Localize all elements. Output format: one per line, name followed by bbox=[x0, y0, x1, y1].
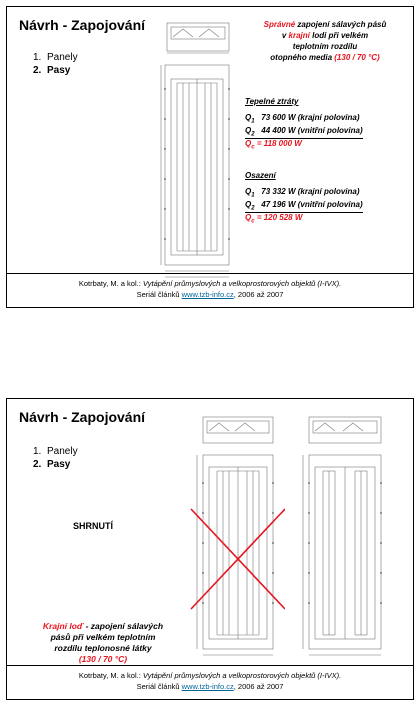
footer-line bbox=[7, 289, 413, 300]
list-number: 1. bbox=[33, 446, 42, 457]
note-text: zapojení sálavých pásů bbox=[295, 20, 387, 29]
placement-q2 bbox=[245, 200, 363, 213]
footer-link[interactable]: www.tzb-info.cz bbox=[181, 290, 234, 299]
list-item bbox=[33, 51, 78, 64]
list-item bbox=[33, 458, 78, 471]
connection-note bbox=[245, 19, 405, 63]
note-line bbox=[245, 52, 405, 63]
q-symbol: Q bbox=[245, 200, 252, 209]
placement-qc-value: = 120 528 W bbox=[256, 213, 303, 222]
losses-q1-value: 73 600 W (krajní polovina) bbox=[261, 113, 360, 122]
list-label: Pasy bbox=[47, 459, 71, 470]
q-symbol: Q bbox=[245, 126, 252, 135]
floor-plan-wrong-drawing bbox=[189, 413, 285, 661]
note-line bbox=[245, 30, 405, 41]
topic-list bbox=[33, 445, 78, 471]
placement-q1-value: 73 332 W (krajní polovina) bbox=[261, 187, 360, 196]
q-symbol: Q bbox=[245, 139, 252, 148]
note-highlight: Krajní loď bbox=[42, 621, 84, 631]
losses-heading: Tepelné ztráty bbox=[245, 97, 299, 106]
footer-text: Seriál článků bbox=[136, 290, 182, 299]
list-label: Panely bbox=[47, 52, 78, 63]
slide-title: Návrh - Zapojování bbox=[19, 409, 146, 425]
slide-footer bbox=[7, 273, 413, 307]
footer-text: , 2006 až 2007 bbox=[233, 290, 284, 299]
placement-q2-value: 47 196 W (vnitřní polovina) bbox=[261, 200, 363, 209]
q-subscript: c bbox=[251, 218, 255, 225]
q-subscript: 1 bbox=[251, 118, 255, 125]
summary-label: SHRNUTÍ bbox=[73, 521, 113, 531]
note-line: (130 / 70 °C) bbox=[78, 654, 128, 664]
losses-q1 bbox=[245, 113, 360, 125]
q-subscript: c bbox=[251, 144, 255, 151]
q-symbol: Q bbox=[245, 213, 252, 222]
q-symbol: Q bbox=[245, 187, 252, 196]
floor-plan-correct-drawing bbox=[297, 413, 393, 661]
footer-line bbox=[7, 670, 413, 681]
q-symbol: Q bbox=[245, 113, 252, 122]
q-subscript: 2 bbox=[251, 205, 255, 212]
note-line: rozdílu teplonosné látky bbox=[54, 643, 152, 653]
losses-qc-value: = 118 000 W bbox=[256, 139, 302, 148]
note-line: pásů při velkém teplotním bbox=[50, 632, 156, 642]
footer-italic: Vytápění průmyslových a velkoprostorových objektů (I-IVX). bbox=[142, 671, 342, 680]
note-line bbox=[245, 19, 405, 30]
placement-qc bbox=[245, 213, 302, 225]
footer-link[interactable]: www.tzb-info.cz bbox=[181, 682, 234, 691]
losses-q2 bbox=[245, 126, 363, 139]
footer-text: , 2006 až 2007 bbox=[233, 682, 284, 691]
list-number: 2. bbox=[33, 65, 42, 76]
topic-list bbox=[33, 51, 78, 77]
slide-1 bbox=[6, 6, 414, 308]
slide-2 bbox=[6, 398, 414, 700]
note-line bbox=[21, 621, 185, 632]
note-highlight: krajní bbox=[288, 31, 310, 40]
footer-text: Kotrbaty, M. a kol.: bbox=[78, 279, 143, 288]
list-number: 1. bbox=[33, 52, 42, 63]
note-text: otopného media bbox=[270, 53, 335, 62]
slide-title: Návrh - Zapojování bbox=[19, 17, 146, 33]
connection-note bbox=[21, 621, 185, 665]
q-subscript: 1 bbox=[251, 192, 255, 199]
floor-plan-drawing bbox=[157, 19, 237, 283]
losses-qc bbox=[245, 139, 302, 151]
placement-heading: Osazení bbox=[245, 171, 276, 180]
note-text: v bbox=[281, 31, 289, 40]
note-highlight: Správné bbox=[263, 20, 296, 29]
note-highlight: (130 / 70 °C) bbox=[334, 53, 380, 62]
footer-line bbox=[7, 278, 413, 289]
footer-line bbox=[7, 681, 413, 692]
list-number: 2. bbox=[33, 459, 42, 470]
note-text: lodi při velkém bbox=[309, 31, 369, 40]
list-label: Pasy bbox=[47, 65, 71, 76]
footer-italic: Vytápění průmyslových a velkoprostorových objektů (I-IVX). bbox=[142, 279, 342, 288]
note-text: - zapojení sálavých bbox=[83, 621, 164, 631]
footer-text: Kotrbaty, M. a kol.: bbox=[78, 671, 143, 680]
slide-footer bbox=[7, 665, 413, 699]
list-item bbox=[33, 445, 78, 458]
placement-q1 bbox=[245, 187, 360, 199]
footer-text: Seriál článků bbox=[136, 682, 182, 691]
note-line: teplotním rozdílu bbox=[292, 42, 358, 51]
list-item bbox=[33, 64, 78, 77]
q-subscript: 2 bbox=[251, 131, 255, 138]
list-label: Panely bbox=[47, 446, 78, 457]
losses-q2-value: 44 400 W (vnitřní polovina) bbox=[261, 126, 363, 135]
